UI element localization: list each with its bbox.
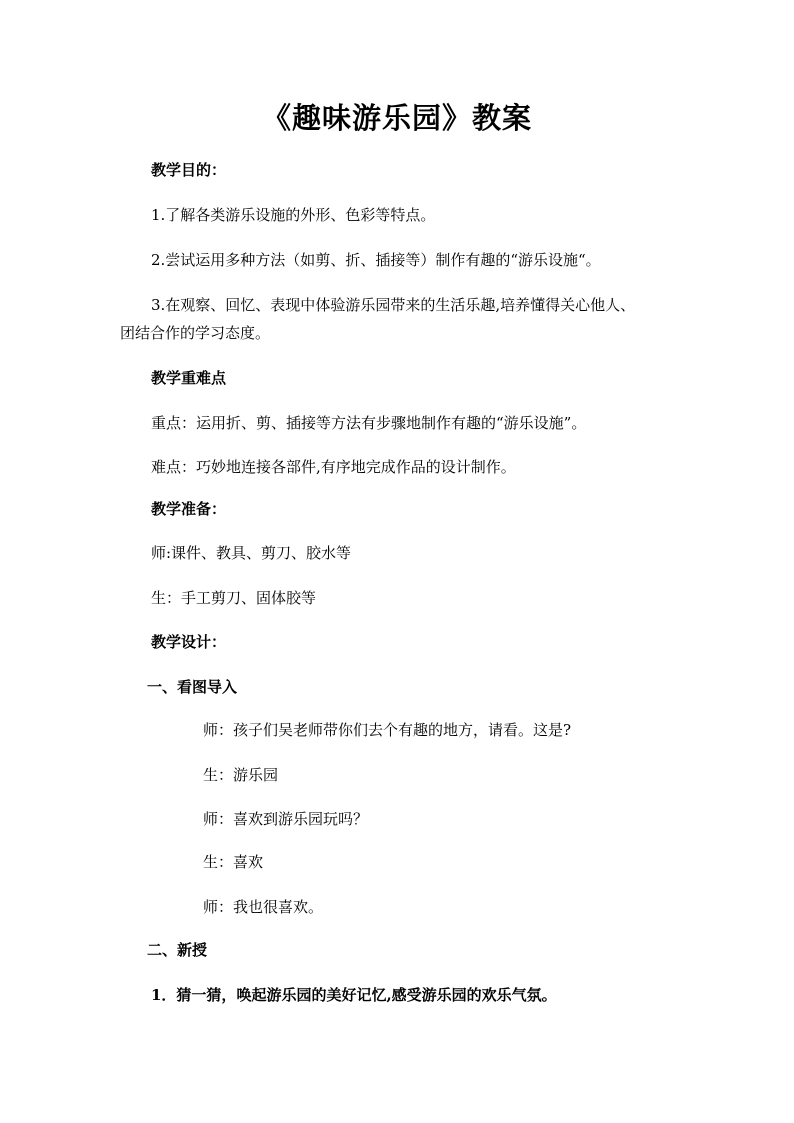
section-heading-introduction: 一、看图导入 bbox=[147, 678, 238, 696]
goal-item-2: 2.尝试运用多种方法（如剪、折、插接等）制作有趣的“游乐设施“。 bbox=[151, 251, 601, 269]
activity-item-1: 1．猜一猜，唤起游乐园的美好记忆,感受游乐园的欢乐气氛。 bbox=[151, 986, 557, 1004]
goal-item-1: 1.了解各类游乐设施的外形、色彩等特点。 bbox=[151, 206, 436, 224]
section-heading-new-lesson: 二、新授 bbox=[147, 941, 208, 959]
document-title: 《趣味游乐园》教案 bbox=[261, 101, 532, 135]
heading-preparation: 教学准备： bbox=[151, 500, 227, 518]
dialogue-line-2: 生：游乐园 bbox=[203, 766, 279, 784]
heading-teaching-goals: 教学目的： bbox=[151, 161, 227, 179]
goal-item-3: 3.在观察、回忆、表现中体验游乐园带来的生活乐趣,培养懂得关心他人、 bbox=[151, 296, 636, 314]
heading-key-points: 教学重难点 bbox=[151, 369, 227, 387]
goal-item-3-continued: 团结合作的学习态度。 bbox=[120, 324, 271, 342]
student-preparation: 生：手工剪刀、固体胶等 bbox=[151, 589, 317, 607]
difficult-point: 难点：巧妙地连接各部件,有序地完成作品的设计制作。 bbox=[151, 458, 516, 476]
key-point: 重点：运用折、剪、插接等方法有步骤地制作有趣的“游乐设施”。 bbox=[151, 414, 587, 432]
dialogue-line-3: 师：喜欢到游乐园玩吗？ bbox=[203, 810, 369, 828]
heading-teaching-design: 教学设计： bbox=[151, 633, 227, 651]
teacher-preparation: 师:课件、教具、剪刀、胶水等 bbox=[151, 544, 352, 562]
dialogue-line-1: 师：孩子们吴老师带你们去个有趣的地方，请看。这是? bbox=[203, 721, 572, 739]
dialogue-line-5: 师：我也很喜欢。 bbox=[203, 898, 324, 916]
dialogue-line-4: 生：喜欢 bbox=[203, 853, 264, 871]
